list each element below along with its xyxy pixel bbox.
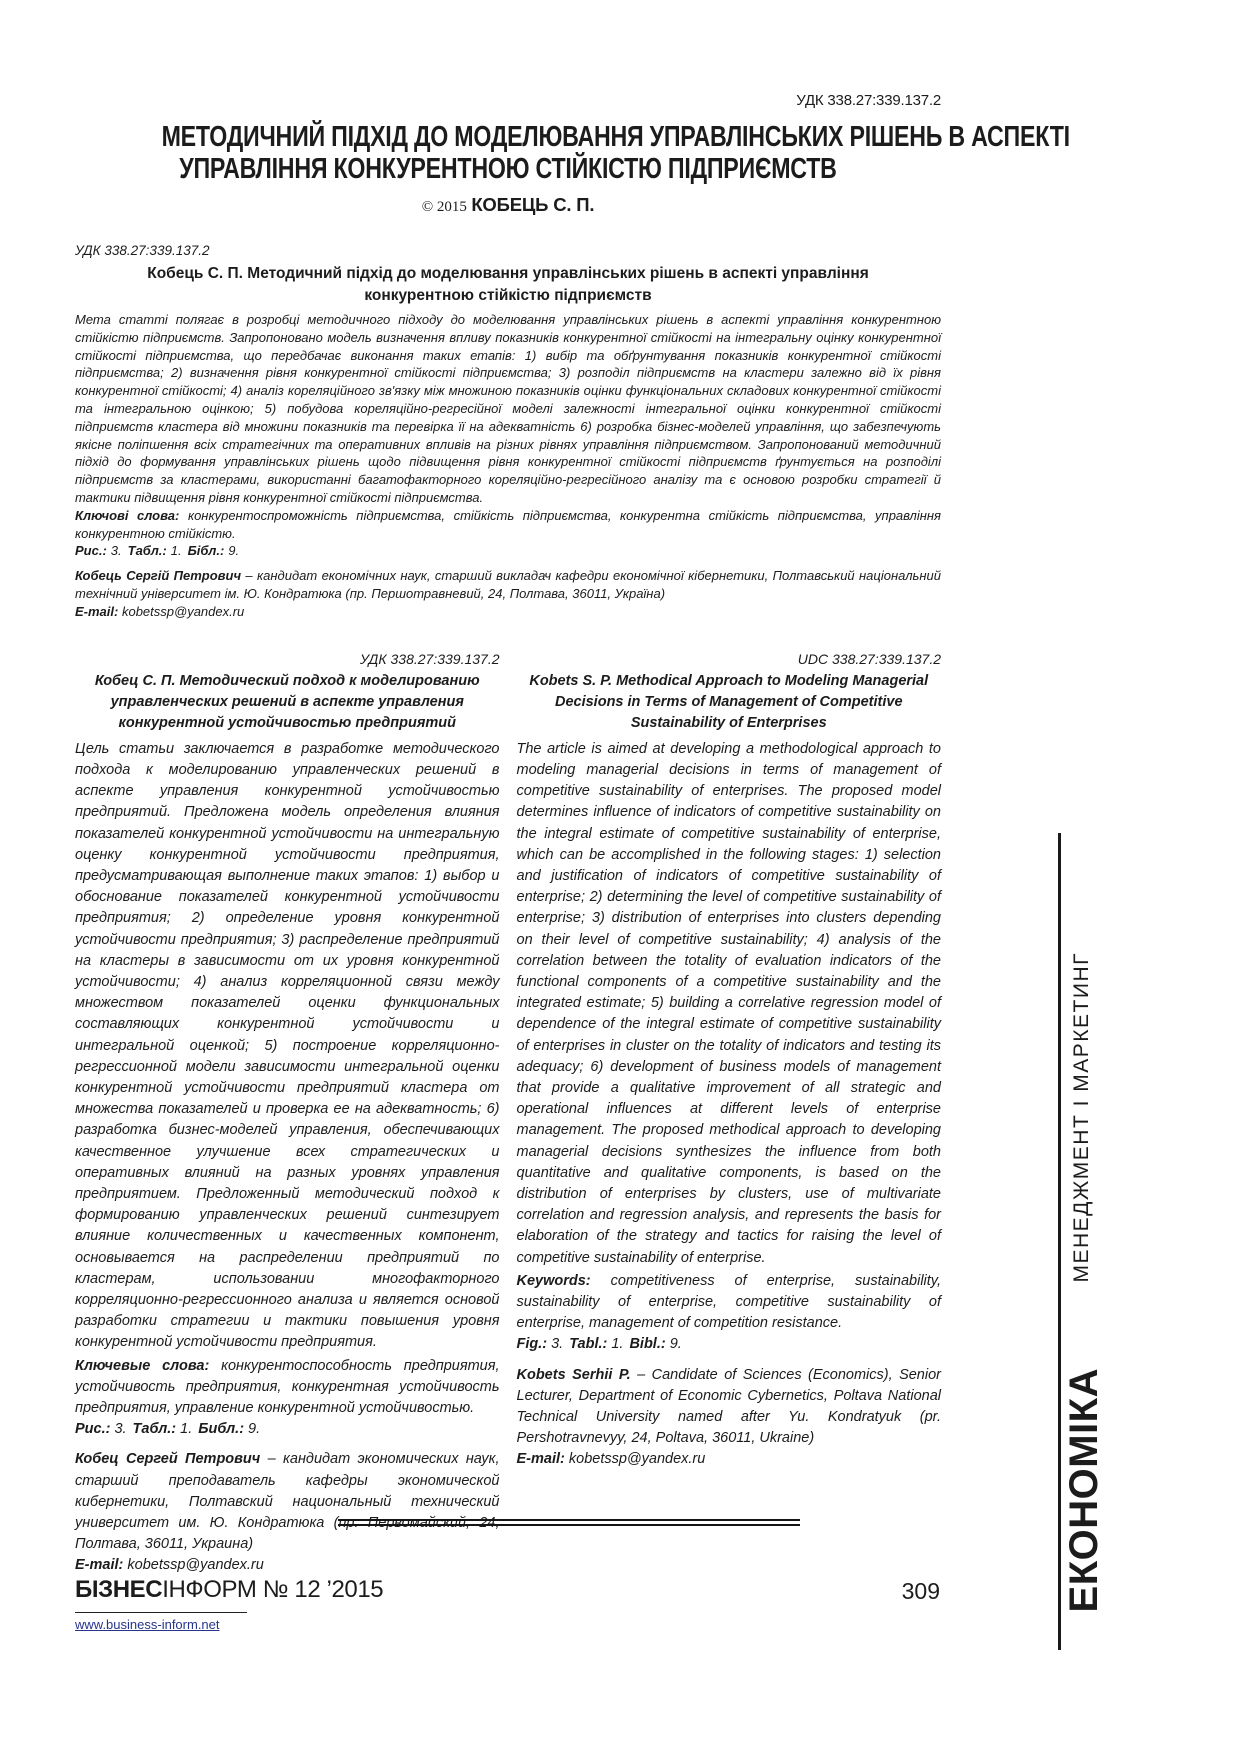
email-value-ua: kobetssp@yandex.ru [121, 603, 245, 619]
author-name-caps: КОБЕЦЬ С. П. [471, 194, 595, 215]
fig-value-ua: 3. [110, 543, 122, 559]
author-bio-info-ua: – кандидат економічних наук, старший викладач кафедри економічної кібернетики, Полтавський національний технічний університет ім. Ю. Кондратюка (пр. Першотравневий, 24, Полтава, 36011, Україна) [75, 568, 941, 601]
journal-website-link[interactable]: www.business-inform.net [75, 1612, 247, 1632]
email-line-en [517, 1449, 942, 1470]
abstract-text-ua: Мета статті полягає в розробці методичного підходу до моделювання управлінських рішень в аспекті управління конкурентною стійкістю підприємств. Запропоновано модель визначення впливу показників конкурентної стійкості на інтегральну оцінку конкурентної стійкості підприємства, що передбачає виконання таких етапів: 1) вибір та обґрунтування показників конкурентної стійкості підприємства; 2) визначення рівня конкурентної стійкості підприємства; 3) розподіл підприємств на кластери залежно від їх рівня конкурентної стійкості; 4) аналіз кореляційного зв'язку між множиною показників оцінки функціональних складових конкурентної стійкості та інтегральною оцінкою; 5) побудова кореляційно-регресійної моделі залежності інтегральної оцінки конкурентної стійкості підприємств кластера від множини показників та перевірка її на адекватність 6) розробка бізнес-моделей управління, що забезпечують якісне поліпшення всіх стратегічних та оперативних впливів на різних рівнях управління підприємством. Запропонований методичний підхід до формування управлінських рішень щодо підвищення рівня конкурентної стійкості підприємств ґрунтується на розподілі підприємств за кластерами, використанні багатофакторного кореляційно-регресійного аналізу та є основою розробки стратегії й тактики підвищення рівня конкурентної стійкості підприємства. [75, 312, 941, 505]
author-bio-name-ua: Кобець Сергій Петрович [75, 568, 242, 584]
sidebar-vertical-rule [1058, 833, 1061, 1650]
fig-label-ua: Рис.: [75, 543, 107, 559]
bib-value-en: 9. [669, 1336, 682, 1353]
page-number: 309 [901, 1578, 940, 1604]
copyright-year: © 2015 [421, 199, 467, 215]
fig-label-ru: Рис.: [75, 1421, 111, 1438]
author-bio-en [517, 1365, 942, 1450]
article-title-line1: МЕТОДИЧНИЙ ПІДХІД ДО МОДЕЛЮВАННЯ УПРАВЛІНСЬКИХ РІШЕНЬ В АСПЕКТІ [161, 121, 1070, 153]
article-title [75, 121, 1070, 185]
sidebar-section-label: МЕНЕДЖМЕНТ І МАРКЕТИНГ [1070, 952, 1093, 1283]
bib-label-ru: Библ.: [198, 1421, 245, 1438]
bib-label-en: Bibl.: [629, 1336, 666, 1353]
section-heading-ua: Кобець С. П. Методичний підхід до моделювання управлінських рішень в аспекті управління конкурентною стійкістю підприємств [147, 265, 869, 304]
tab-label-en: Tabl.: [569, 1336, 608, 1353]
author-bio-ru [75, 1449, 500, 1555]
journal-name-rest: ІНФОРМ [162, 1576, 257, 1603]
bib-label-ua: Бібл.: [187, 543, 225, 559]
keywords-text-ua: конкурентоспроможність підприємства, стійкість підприємства, конкурентна стійкість підприємства, управління конкурентною стійкістю. [75, 507, 941, 541]
russian-abstract-column [75, 649, 500, 1577]
section-heading-ru: Кобец С. П. Методический подход к моделированию управленческих решений в аспекте управления конкурентной устойчивостью предприятий [94, 672, 480, 731]
ukrainian-abstract-block [75, 243, 941, 621]
tab-label-ua: Табл.: [127, 543, 167, 559]
byline [75, 194, 941, 216]
email-label-ua: E-mail: [75, 603, 119, 619]
keywords-text-ru: конкурентоспособность предприятия, устойчивость предприятия, конкурентная устойчивость предприятия, управление конкурентной устойчивостью. [75, 1357, 500, 1417]
bib-value-ua: 9. [228, 543, 240, 559]
udk-code-ua: УДК 338.27:339.137.2 [75, 243, 210, 258]
bilingual-abstract-columns [75, 649, 941, 1577]
journal-issue: № 12 ’2015 [256, 1576, 384, 1603]
tab-value-ua: 1. [170, 543, 182, 559]
tab-label-ru: Табл.: [132, 1421, 177, 1438]
author-bio-name-ru: Кобец Сергей Петрович [75, 1451, 261, 1468]
fig-value-en: 3. [551, 1336, 564, 1353]
keywords-label-en: Keywords: [516, 1272, 591, 1289]
author-bio-info-ru: – кандидат экономических наук, старший преподаватель кафедры экономической кибернетики, Полтавский национальный технический университет им. Ю. Кондратюка (пр. Первомайский, 24, Полтава, 36011, Украина) [75, 1451, 500, 1553]
tab-value-en: 1. [611, 1336, 624, 1353]
keywords-text-en: competitiveness of enterprise, sustainability, sustainability of enterprise, competitive sustainability of enterprise, management of competition resistance. [516, 1272, 942, 1332]
keywords-line-en [517, 1271, 942, 1335]
journal-footer-title [75, 1576, 383, 1604]
email-label-ru: E-mail: [75, 1557, 124, 1574]
section-heading-en: Kobets S. P. Methodical Approach to Modeling Managerial Decisions in Terms of Management of Competitive Sustainability of Enterprises [529, 672, 929, 731]
keywords-label-ua: Ключові слова: [75, 507, 180, 523]
abstract-text-ru: Цель статьи заключается в разработке методического подхода к моделированию управленческих решений в аспекте управления конкурентной устойчивостью предприятий. Предложена модель определения влияния показателей конкурентной устойчивости на интегральную оценку конкурентной устойчивости предприятия, предусматривающая выполнение таких этапов: 1) выбор и обоснование показателей конкурентной устойчивости предприятия; 2) определение уровня конкурентной устойчивости предприятия; 3) распределение предприятий на кластеры в зависимости от их уровня конкурентной устойчивости; 4) анализ корреляционной связи между множеством показателей оценки функциональных составляющих конкурентной устойчивости и интегральной оценкой; 5) построение корреляционно-регрессионной модели зависимости интегральной оценки конкурентной устойчивости предприятий кластера от множества показателей и проверка ее на адекватность; 6) разработка бизнес-моделей управления, обеспечивающих качественное улучшение всех стратегических и оперативных влияний на разных уровнях управления предприятием. Предложенный методический подход к формированию управленческих решений синтезирует влияние количественных и качественных компонент, основывается на распределении предприятий по кластерам, использовании многофакторного корреляционно-регрессионного анализа и является основой разработки стратегии и тактики повышения уровня конкурентной устойчивости предприятия. [75, 740, 500, 1351]
keywords-label-ru: Ключевые слова: [75, 1357, 210, 1374]
fig-label-en: Fig.: [516, 1336, 548, 1353]
figures-stats-ua [75, 542, 941, 560]
fig-value-ru: 3. [114, 1421, 127, 1438]
email-line-ru [75, 1555, 500, 1576]
journal-name-bold: БІЗНЕС [75, 1576, 163, 1603]
keywords-line-ua [75, 507, 941, 543]
abstract-text-en: The article is aimed at developing a methodological approach to modeling managerial decisions in terms of management of competitive sustainability of enterprises. The proposed model determines influence of indicators of competitive sustainability on the integral estimate of competitive sustainability of enterprise, which can be accomplished in the following stages: 1) selection and justification of indicators of competitive sustainability of enterprise; 2) determining the level of competitive sustainability of enterprise; 3) distribution of enterprises into clusters depending on their level of competitive sustainability; 4) analysis of the correlation between the totality of evaluation indicators of the functional components of a competitive sustainability and the integrated estimate; 5) building a correlative regression model of dependence of the integral estimate of competitive sustainability of enterprises in cluster on the totality of indicators and testing its adequacy; 6) development of business models of management that provide a qualitative improvement of all strategic and operational influences at different levels of enterprise management. The proposed methodical approach to developing managerial decisions synthesizes the influence from both quantitative and qualitative components, is based on the distribution of enterprises by clusters, use of multivariate correlation and regression analysis, and represents the basis for elaboration of the strategy and tactics for raising the level of competitive sustainability of enterprise. [516, 740, 941, 1266]
email-line-ua [75, 603, 941, 621]
english-abstract-column [517, 649, 942, 1577]
udk-code-top: УДК 338.27:339.137.2 [796, 92, 941, 109]
author-bio-ua [75, 567, 941, 603]
email-value-ru: kobetssp@yandex.ru [127, 1557, 264, 1574]
udc-code-en: UDC 338.27:339.137.2 [797, 650, 941, 667]
section-divider-rule [338, 1519, 800, 1526]
email-value-en: kobetssp@yandex.ru [568, 1451, 706, 1468]
figures-stats-ru [75, 1419, 500, 1440]
author-bio-info-en: – Candidate of Sciences (Economics), Senior Lecturer, Department of Economic Cybernetics, Poltava National Technical University named after Yu. Kondratyuk (pr. Pershotravnevyy, 24, Poltava, 36011, Ukraine) [516, 1366, 941, 1447]
article-title-line2: УПРАВЛІННЯ КОНКУРЕНТНОЮ СТІЙКІСТЮ ПІДПРИЄМСТВ [179, 153, 837, 185]
author-bio-name-en: Kobets Serhii P. [516, 1366, 631, 1383]
email-label-en: E-mail: [516, 1451, 565, 1468]
keywords-line-ru [75, 1356, 500, 1420]
bib-value-ru: 9. [248, 1421, 261, 1438]
sidebar-category-label: ЕКОНОМІКА [1062, 1368, 1106, 1613]
tab-value-ru: 1. [180, 1421, 193, 1438]
udk-code-ru: УДК 338.27:339.137.2 [360, 650, 500, 667]
figures-stats-en [517, 1334, 942, 1355]
article-content [75, 92, 1070, 1577]
